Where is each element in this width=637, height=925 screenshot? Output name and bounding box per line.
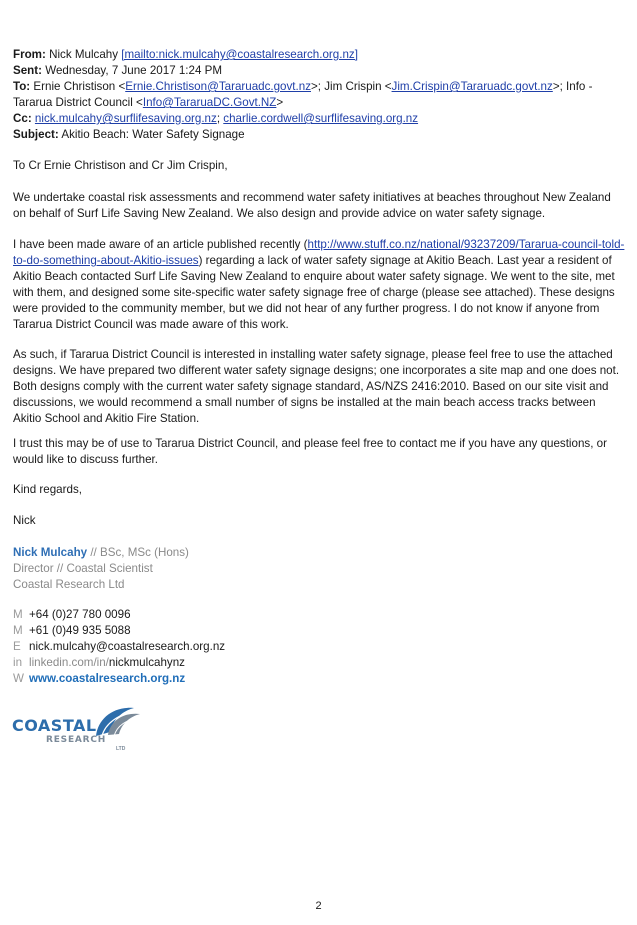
subject-value: Akitio Beach: Water Safety Signage	[61, 128, 245, 141]
contact-label-e: E	[13, 640, 21, 653]
signature-company: Coastal Research Ltd	[13, 578, 125, 591]
to-text-2: >; Jim Crispin <	[311, 80, 392, 93]
paragraph-1: We undertake coastal risk assessments and recommend water safety initiatives at beaches throughout New Zealand on behalf of Surf Life Saving New Zealand. We also design and provide advice on water safety signage.	[13, 191, 611, 220]
sent-label: Sent:	[13, 64, 42, 77]
contact-label-m: M	[13, 608, 23, 621]
linkedin-handle[interactable]: nickmulcahynz	[108, 656, 185, 669]
contact-label-w: W	[13, 672, 24, 685]
signature-title: Director // Coastal Scientist	[13, 562, 153, 575]
to-line2-text-1: Tararua District Council <	[13, 96, 143, 109]
cc-separator: ;	[216, 112, 221, 125]
contact-mobile-au	[13, 623, 131, 639]
linkedin-prefix[interactable]: linkedin.com/in/	[29, 656, 109, 669]
to-text-1: Ernie Christison <	[33, 80, 126, 93]
signoff: Nick	[13, 514, 36, 527]
from-name: Nick Mulcahy	[49, 48, 119, 61]
page-number: 2	[315, 900, 322, 912]
contact-value: +64 (0)27 780 0096	[29, 608, 131, 621]
cc-line	[13, 111, 418, 127]
signature-name: Nick Mulcahy	[13, 546, 88, 559]
contact-linkedin	[13, 655, 185, 671]
paragraph-2-intro: I have been made aware of an article published recently (	[13, 238, 308, 251]
to-link-ernie[interactable]: Ernie.Christison@Tararuadc.govt.nz	[125, 80, 311, 93]
subject-label: Subject:	[13, 128, 59, 141]
cc-link-nick[interactable]: nick.mulcahy@surflifesaving.org.nz	[34, 112, 217, 125]
paragraph-3: As such, if Tararua District Council is interested in installing water safety signage, please feel free to use the attached designs. We have prepared two different water safety signage designs; one incorporates a site map and one does not. Both designs comply with the current water safety signage standard, AS/NZS 2416:2010. Based on our site visit and discussions, we would recommend a small number of signs be installed at the main beach access tracks between Akitio School and Akitio Fire Station.	[13, 348, 620, 425]
to-line-2	[13, 95, 283, 111]
website-link[interactable]: www.coastalresearch.org.nz	[29, 672, 186, 685]
contact-label-m: M	[13, 624, 23, 637]
to-link-jim[interactable]: Jim.Crispin@Tararuadc.govt.nz	[391, 80, 553, 93]
coastal-research-logo	[12, 702, 142, 752]
contact-mobile-nz	[13, 607, 131, 623]
contact-value: +61 (0)49 935 5088	[29, 624, 131, 637]
contact-website	[13, 671, 185, 687]
linkedin-icon: in	[13, 656, 23, 669]
from-label: From:	[13, 48, 46, 61]
cc-label: Cc:	[13, 112, 32, 125]
sent-line	[13, 63, 222, 79]
sent-value: Wednesday, 7 June 2017 1:24 PM	[45, 64, 223, 77]
contact-email-value[interactable]: nick.mulcahy@coastalresearch.org.nz	[29, 640, 226, 653]
logo-suffix-ltd: LTD	[116, 746, 126, 752]
greeting: To Cr Ernie Christison and Cr Jim Crispin,	[13, 159, 228, 172]
paragraph-2	[13, 237, 625, 333]
from-line	[13, 47, 358, 63]
subject-line	[13, 127, 245, 143]
cc-link-charlie[interactable]: charlie.cordwell@surflifesaving.org.nz	[223, 112, 419, 125]
paragraph-4: I trust this may be of use to Tararua District Council, and please feel free to contact me if you have any questions, or would like to discuss further.	[13, 437, 607, 466]
stuff-article-link[interactable]: http://www.stuff.co.nz/national/93237209/Tararua-council-told-to-do-something-about-Akitio-issues	[13, 238, 625, 267]
from-mailto-link[interactable]: [mailto:nick.mulcahy@coastalresearch.org.nz]	[121, 48, 358, 61]
wave-logo-icon	[92, 702, 144, 738]
signature-credentials: // BSc, MSc (Hons)	[87, 546, 189, 559]
signature-name-line	[13, 545, 189, 561]
paragraph-2-rest: ) regarding a lack of water safety signage at Akitio Beach. Last year a resident of Akitio Beach contacted Surf Life Saving New Zealand to enquire about water safety signage. We went to the site, met with them, and designed some site-specific water safety signage free of charge (please see attached). These designs were provided to the community member, but we did not hear of any further progress. I do not know if anyone from Tararua District Council was made aware of this work.	[13, 254, 615, 331]
logo-word-research: RESEARCH	[46, 735, 107, 745]
to-line2-text-2: >	[276, 96, 284, 109]
contact-email	[13, 639, 225, 655]
to-label: To:	[13, 80, 31, 93]
to-link-info[interactable]: Info@TararuaDC.Govt.NZ	[142, 96, 277, 109]
to-text-3: >; Info -	[552, 80, 593, 93]
to-line	[13, 79, 592, 95]
logo-word-coastal: COASTAL	[12, 716, 97, 735]
closing: Kind regards,	[13, 483, 82, 496]
